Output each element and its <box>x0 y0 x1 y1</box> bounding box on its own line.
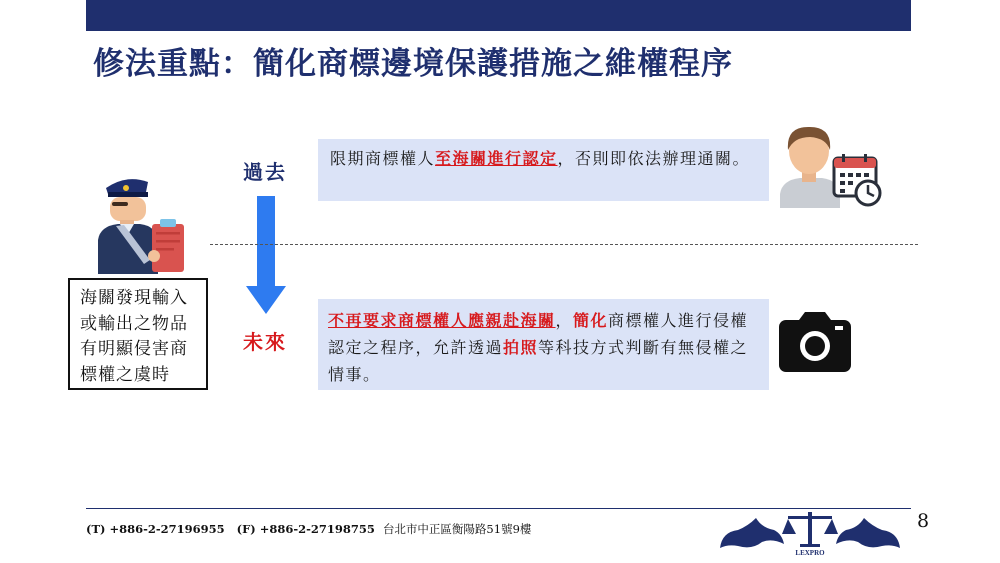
customs-officer-icon <box>96 170 196 274</box>
past-label: 過去 <box>243 160 287 184</box>
past-text: 限期商標權人 <box>330 149 436 168</box>
trigger-line: 有明顯侵害商 <box>80 339 188 359</box>
footer-fax: (F) +886-2-27198755 <box>236 522 375 536</box>
future-text: 等科技方式判斷有無侵權之情事。 <box>328 338 749 384</box>
past-highlight: 至海關進行認定 <box>435 149 558 168</box>
top-banner-bar <box>86 0 911 31</box>
lexpro-logo <box>716 508 904 556</box>
clock-icon <box>856 181 880 205</box>
page-number: 8 <box>917 510 930 532</box>
future-highlight: 拍照 <box>503 338 539 357</box>
trigger-line: 標權之虞時 <box>80 364 170 385</box>
past-text: ，否則即依法辦理通關。 <box>557 149 751 168</box>
footer-address: 台北市中正區衡陽路51號9樓 <box>382 522 532 536</box>
future-label: 未來 <box>243 330 287 354</box>
future-highlight: 簡化 <box>573 311 609 330</box>
timeline-divider <box>210 244 918 245</box>
future-highlight: 不再要求商標權人應親赴海關 <box>328 311 556 330</box>
trigger-line: 海關發現輸入 <box>80 288 188 308</box>
camera-icon <box>779 312 851 372</box>
trigger-line: 或輸出之物品 <box>80 313 188 334</box>
down-arrow-icon <box>246 196 286 314</box>
logo-text: LEXPRO <box>795 549 825 556</box>
footer-contact <box>86 521 531 537</box>
past-procedure-box <box>318 139 769 201</box>
person-calendar-icon <box>778 124 886 208</box>
future-procedure-box <box>318 299 769 390</box>
footer-phone: (T) +886-2-27196955 <box>86 522 225 536</box>
slide-title: 修法重點：簡化商標邊境保護措施之維權程序 <box>93 46 733 82</box>
future-text: 商標權人進行侵權認定之程序，允許透過 <box>328 311 749 357</box>
future-text: ， <box>555 311 574 330</box>
trigger-condition-box <box>68 278 208 390</box>
